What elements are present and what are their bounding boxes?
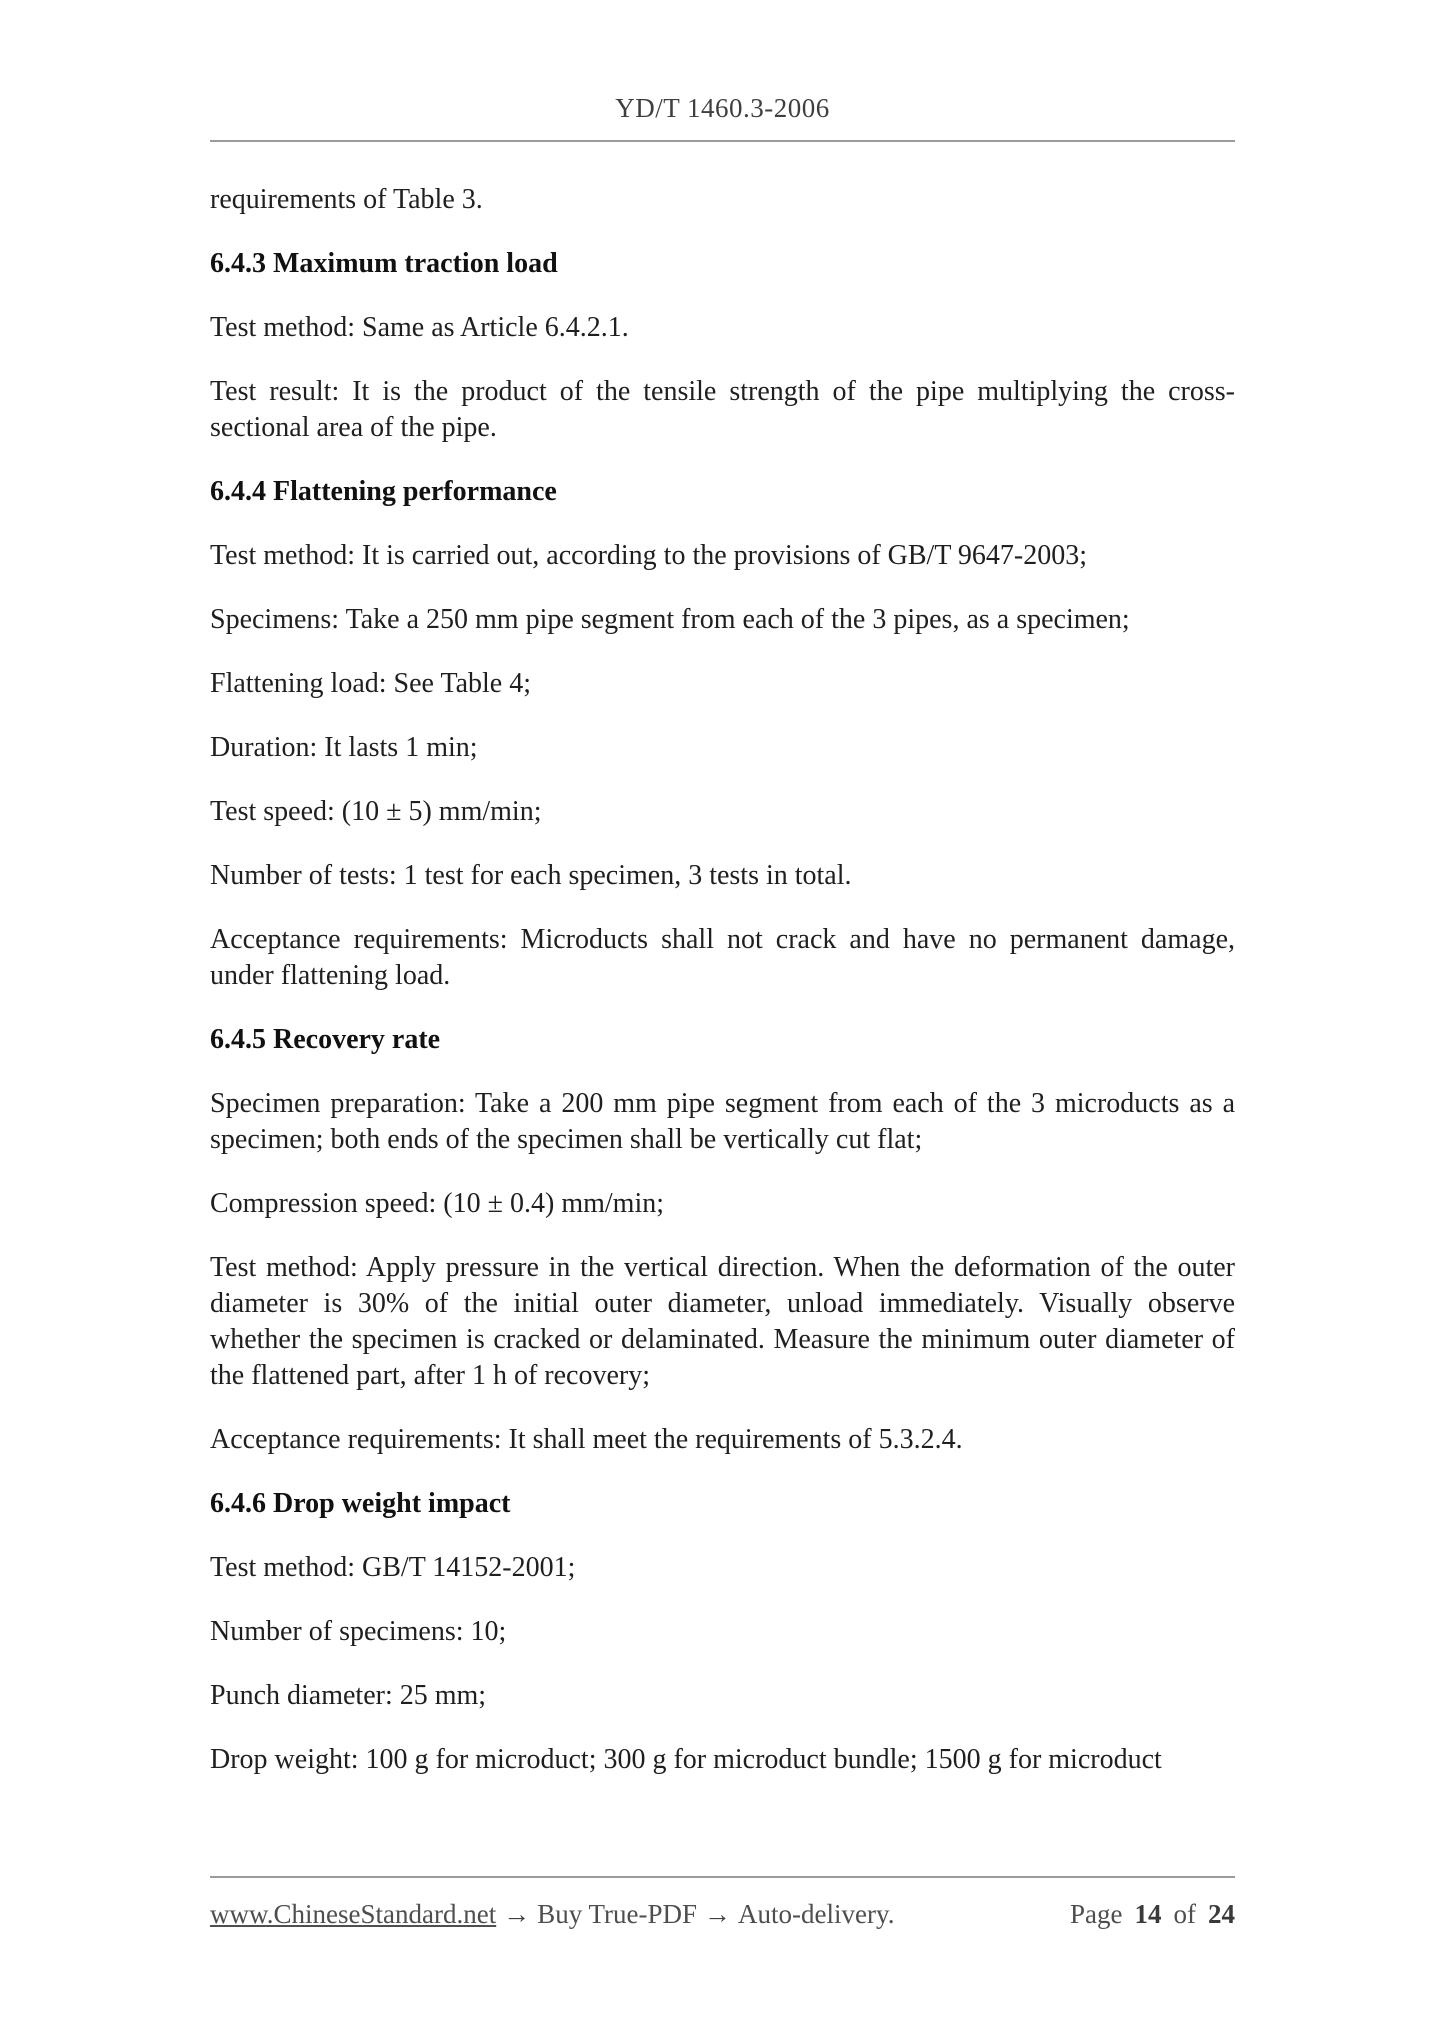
page-number [1070,1898,1235,1930]
paragraph: Drop weight: 100 g for microduct; 300 g for microduct bundle; 1500 g for microduct [210,1744,1162,1775]
paragraph: Specimens: Take a 250 mm pipe segment from each of the 3 pipes, as a specimen; [210,604,1130,635]
right-arrow-icon: → [503,1899,531,1929]
section-heading: 6.4.4 Flattening performance [210,476,557,507]
section-heading: 6.4.6 Drop weight impact [210,1488,511,1519]
paragraph: Test method: Same as Article 6.4.2.1. [210,312,629,343]
standard-number: YD/T 1460.3-2006 [615,93,830,123]
page-label: Page [1070,1899,1123,1929]
page-current: 14 [1134,1899,1162,1929]
paragraph: Test speed: (10 ± 5) mm/min; [210,796,542,827]
footer-buy-text: Buy True-PDF [537,1899,698,1929]
paragraph: Test method: It is carried out, according to the provisions of GB/T 9647-2003; [210,540,1088,571]
page-header [0,0,1445,142]
section-heading: 6.4.5 Recovery rate [210,1024,441,1055]
website-link[interactable]: www.ChineseStandard.net [210,1899,497,1929]
document-body [0,142,1445,1778]
paragraph: requirements of Table 3. [210,184,483,215]
paragraph: Test result: It is the product of the tensile strength of the pipe multiplying the cross-sectional area of the pipe. [210,376,1235,443]
paragraph: Acceptance requirements: It shall meet the requirements of 5.3.2.4. [210,1424,963,1455]
right-arrow-icon: → [704,1899,732,1929]
paragraph: Number of tests: 1 test for each specimen, 3 tests in total. [210,860,852,891]
paragraph: Number of specimens: 10; [210,1616,507,1647]
paragraph: Test method: GB/T 14152-2001; [210,1552,576,1583]
footer-promo [210,1898,894,1930]
paragraph: Acceptance requirements: Microducts shall not crack and have no permanent damage, under flattening load. [210,924,1235,991]
section-heading: 6.4.3 Maximum traction load [210,248,558,279]
paragraph: Punch diameter: 25 mm; [210,1680,487,1711]
page-total: 24 [1208,1899,1235,1929]
page-of-label: of [1173,1899,1196,1929]
page-footer [210,1876,1235,1930]
paragraph: Compression speed: (10 ± 0.4) mm/min; [210,1188,665,1219]
paragraph: Flattening load: See Table 4; [210,668,532,699]
footer-delivery-text: Auto-delivery. [738,1899,895,1929]
paragraph: Test method: Apply pressure in the vertical direction. When the deformation of the outer diameter is 30% of the initial outer diameter, unload immediately. Visually observe whether the specimen is cracked or delaminated. Measure the minimum outer diameter of the flattened part, after 1 h of recovery; [210,1252,1235,1391]
paragraph: Specimen preparation: Take a 200 mm pipe segment from each of the 3 microducts as a specimen; both ends of the specimen shall be vertically cut flat; [210,1088,1235,1155]
paragraph: Duration: It lasts 1 min; [210,732,478,763]
